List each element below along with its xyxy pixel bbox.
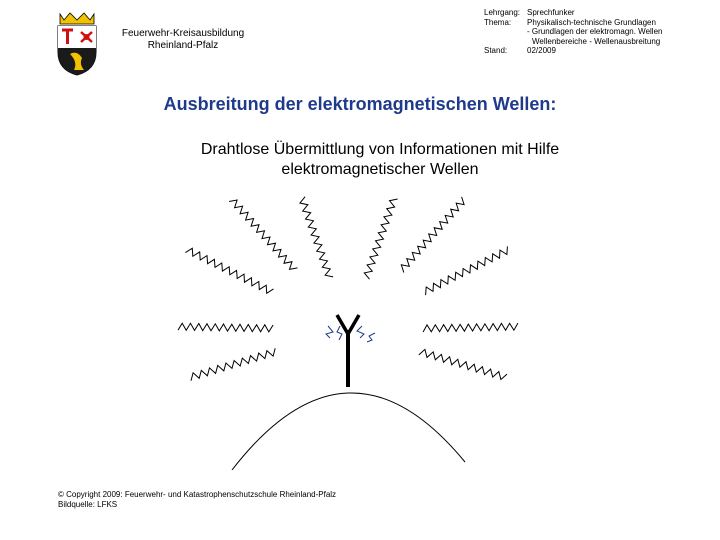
coat-of-arms-icon	[52, 12, 102, 76]
topic-label: Thema:	[484, 17, 512, 27]
radio-wave-icon	[401, 197, 464, 273]
subtitle-line-1: Drahtlose Übermittlung von Informationen mit Hilfe	[200, 141, 560, 158]
antenna-mast-icon	[337, 315, 359, 387]
radio-wave-icon	[191, 348, 275, 381]
radio-wave-icon	[178, 323, 273, 332]
propagation-diagram	[0, 180, 720, 470]
course-meta	[484, 8, 662, 56]
topic-line-1: Physikalisch-technische Grundlagen	[527, 17, 656, 27]
topic-line-2: - Grundlagen der elektromagn. Wellen	[527, 27, 663, 37]
radio-wave-icon	[426, 246, 508, 295]
radio-wave-icon	[185, 248, 273, 293]
date-value: 02/2009	[527, 46, 556, 56]
radio-wave-icon	[300, 197, 333, 277]
slide-subtitle	[0, 140, 720, 180]
earth-curve	[232, 393, 465, 470]
topic-line-3: Wellenbereiche - Wellenausbreitung	[532, 36, 661, 46]
org-line-1: Feuerwehr-Kreisausbildung	[121, 28, 245, 39]
subtitle-line-2: elektromagnetischer Wellen	[281, 161, 479, 178]
org-line-2: Rheinland-Pfalz	[147, 40, 219, 51]
radio-wave-icon	[364, 199, 397, 279]
radio-wave-icon	[419, 349, 507, 379]
footer	[58, 490, 336, 510]
radio-wave-icon	[423, 323, 518, 332]
course-value: Sprechfunker	[527, 8, 575, 17]
course-label: Lehrgang:	[484, 8, 521, 17]
copyright-text: © Copyright 2009: Feuerwehr- und Katastrophenschutzschule Rheinland-Pfalz	[58, 490, 337, 499]
slide-title: Ausbreitung der elektromagnetischen Wellen:	[163, 94, 557, 114]
radio-wave-icon	[229, 200, 297, 269]
image-source-text: Bildquelle: LFKS	[58, 500, 118, 509]
date-label: Stand:	[484, 46, 508, 56]
organization-name	[108, 28, 258, 52]
